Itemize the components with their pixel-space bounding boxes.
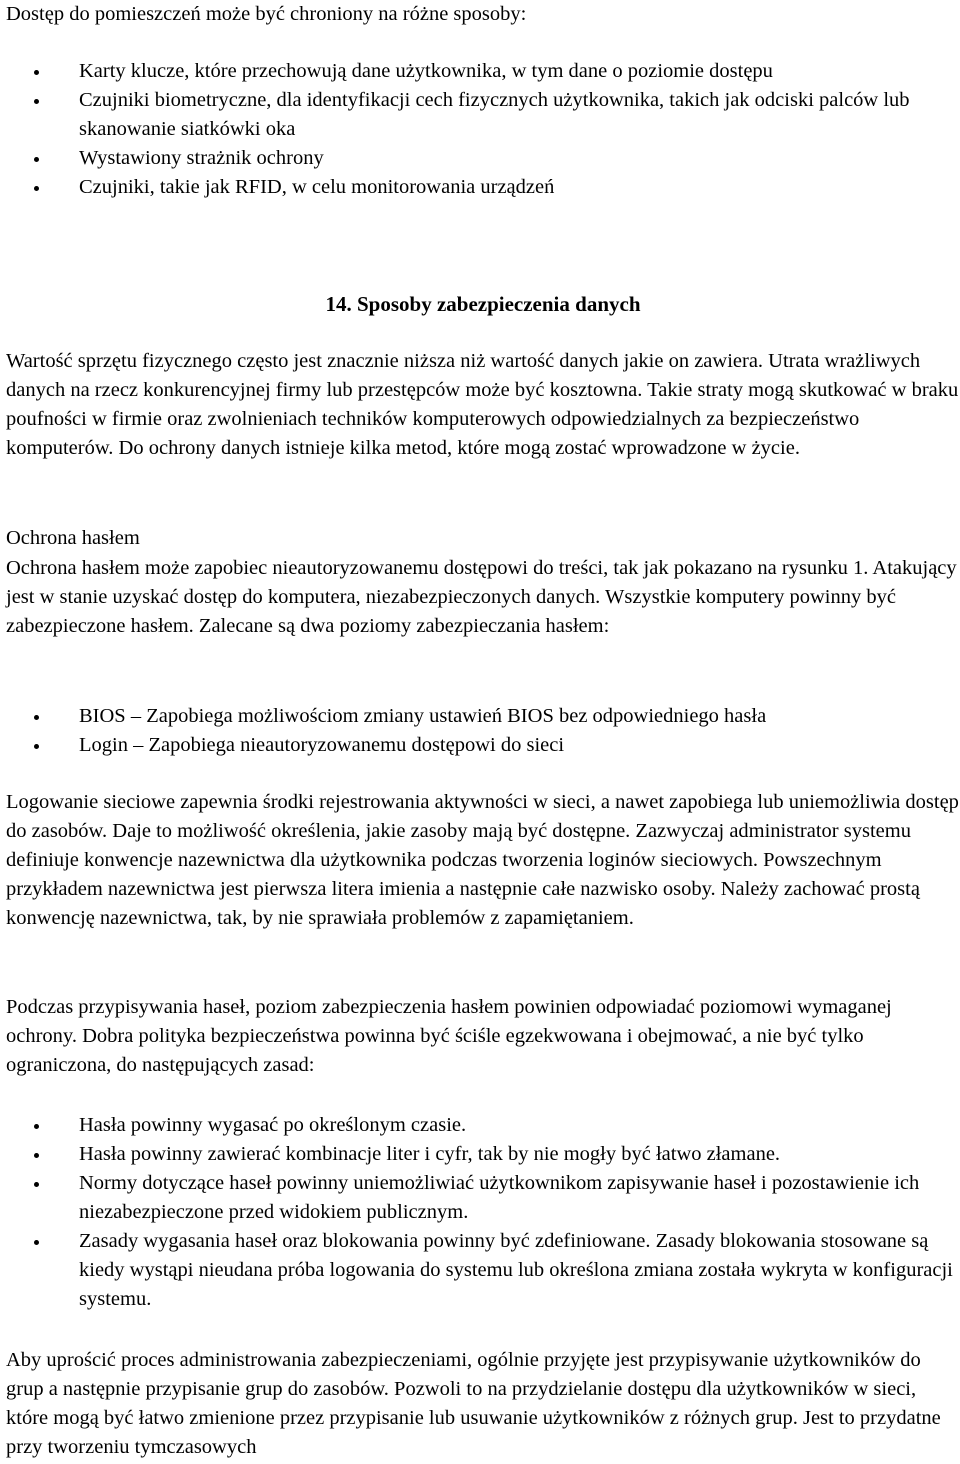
paragraph: Podczas przypisywania haseł, poziom zabezpieczenia hasłem powinien odpowiadać poziomowi wymaganej ochrony. Dobra polityka bezpieczeństwa powinna być ściśle egzekwowana i obejmować, a nie być tylko ograniczona, do następujących zasad:	[6, 996, 892, 1076]
password-levels-list	[6, 702, 960, 760]
list-item: Czujniki, takie jak RFID, w celu monitorowania urządzeń	[6, 173, 960, 202]
list-item: Normy dotyczące haseł powinny uniemożliwiać użytkownikom zapisywanie haseł i pozostawienie ich niezabezpieczone przed widokiem publicznym.	[6, 1169, 960, 1227]
list-item: Login – Zapobiega nieautoryzowanemu dostępowi do sieci	[6, 731, 960, 760]
list-item: Karty klucze, które przechowują dane użytkownika, w tym dane o poziomie dostępu	[6, 57, 960, 86]
list-item: Hasła powinny wygasać po określonym czasie.	[6, 1111, 960, 1140]
intro-text: Dostęp do pomieszczeń może być chroniony na różne sposoby:	[6, 3, 527, 25]
list-item: BIOS – Zapobiega możliwościom zmiany ustawień BIOS bez odpowiedniego hasła	[6, 702, 960, 731]
paragraph: Wartość sprzętu fizycznego często jest znacznie niższa niż wartość danych jakie on zawiera. Utrata wrażliwych danych na rzecz konkurencyjnej firmy lub przestępców może być kosztowna. Takie straty mogą skutkować w braku poufności w firmie oraz zwolnieniach techników komputerowych odpowiedzialnych za bezpieczeństwo komputerów. Do ochrony danych istnieje kilka metod, które mogą zostać wprowadzone w życie.	[6, 350, 959, 459]
access-methods-list	[6, 57, 960, 202]
list-item: Hasła powinny zawierać kombinacje liter i cyfr, tak by nie mogły być łatwo złamane.	[6, 1140, 960, 1169]
paragraph: Aby uprościć proces administrowania zabezpieczeniami, ogólnie przyjęte jest przypisywanie użytkowników do grup a następnie przypisanie grup do zasobów. Pozwoli to na przydzielanie dostępu dla użytkowników w sieci, które mogą być łatwo zmienione przez przypisanie lub usuwanie użytkowników z różnych grup. Jest to przydatne przy tworzeniu tymczasowych	[6, 1349, 941, 1458]
subheading: Ochrona hasłem	[6, 527, 140, 549]
section-heading: 14. Sposoby zabezpieczenia danych	[325, 292, 641, 316]
list-item: Czujniki biometryczne, dla identyfikacji cech fizycznych użytkownika, takich jak odciski palców lub skanowanie siatkówki oka	[6, 86, 960, 144]
password-policy-list	[6, 1111, 960, 1314]
list-item: Zasady wygasania haseł oraz blokowania powinny być zdefiniowane. Zasady blokowania stosowane są kiedy wystąpi nieudana próba logowania do systemu lub określona zmiana została wykryta w konfiguracji systemu.	[6, 1227, 960, 1314]
list-item: Wystawiony strażnik ochrony	[6, 144, 960, 173]
paragraph: Ochrona hasłem może zapobiec nieautoryzowanemu dostępowi do treści, tak jak pokazano na rysunku 1. Atakujący jest w stanie uzyskać dostęp do komputera, niezabezpieczonych danych. Wszystkie komputery powinny być zabezpieczone hasłem. Zalecane są dwa poziomy zabezpieczania hasłem:	[6, 557, 957, 637]
paragraph: Logowanie sieciowe zapewnia środki rejestrowania aktywności w sieci, a nawet zapobiega lub uniemożliwia dostęp do zasobów. Daje to możliwość określenia, jakie zasoby mają być dostępne. Zazwyczaj administrator systemu definiuje konwencje nazewnictwa dla użytkownika podczas tworzenia loginów sieciowych. Powszechnym przykładem nazewnictwa jest pierwsza litera imienia a następnie całe nazwisko osoby. Należy zachować prostą konwencję nazewnictwa, tak, by nie sprawiała problemów z zapamiętaniem.	[6, 791, 959, 929]
